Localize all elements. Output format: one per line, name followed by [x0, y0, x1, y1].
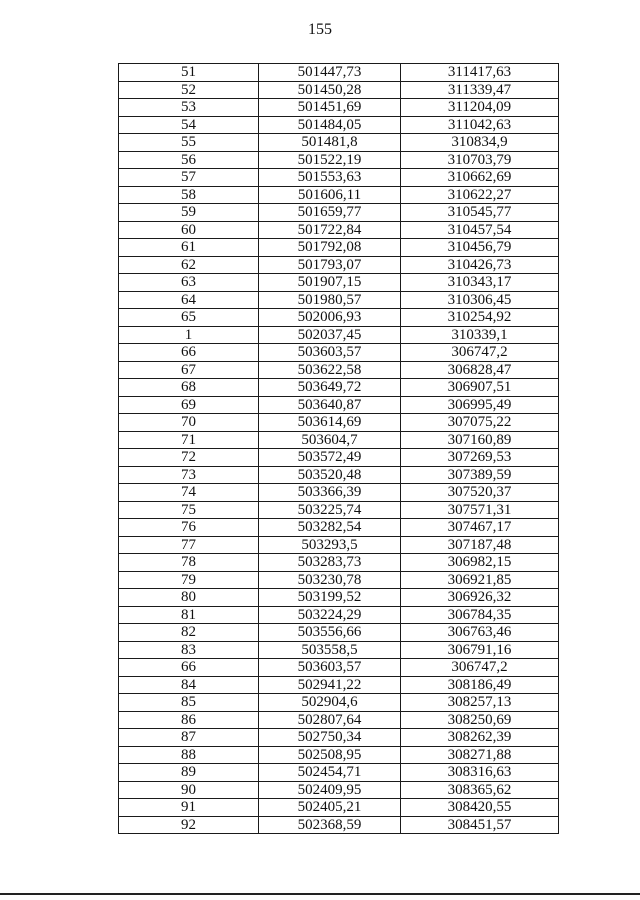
table-row	[119, 519, 559, 537]
point-number-cell: 66	[119, 344, 259, 362]
point-number-cell: 75	[119, 501, 259, 519]
x-coordinate-cell: 503282,54	[259, 519, 401, 537]
x-coordinate-cell: 501907,15	[259, 274, 401, 292]
y-coordinate-cell: 307075,22	[401, 414, 559, 432]
table-row	[119, 326, 559, 344]
y-coordinate-cell: 310545,77	[401, 204, 559, 222]
y-coordinate-cell: 306784,35	[401, 606, 559, 624]
y-coordinate-cell: 310457,54	[401, 221, 559, 239]
y-coordinate-cell: 308186,49	[401, 676, 559, 694]
point-number-cell: 70	[119, 414, 259, 432]
point-number-cell: 60	[119, 221, 259, 239]
table-row	[119, 606, 559, 624]
point-number-cell: 76	[119, 519, 259, 537]
table-row	[119, 396, 559, 414]
table-row	[119, 449, 559, 467]
coordinates-table	[118, 63, 559, 834]
point-number-cell: 1	[119, 326, 259, 344]
point-number-cell: 63	[119, 274, 259, 292]
table-row	[119, 134, 559, 152]
point-number-cell: 81	[119, 606, 259, 624]
table-row	[119, 536, 559, 554]
x-coordinate-cell: 502807,64	[259, 711, 401, 729]
point-number-cell: 54	[119, 116, 259, 134]
y-coordinate-cell: 310306,45	[401, 291, 559, 309]
table-row	[119, 676, 559, 694]
point-number-cell: 56	[119, 151, 259, 169]
table-row	[119, 291, 559, 309]
point-number-cell: 77	[119, 536, 259, 554]
point-number-cell: 62	[119, 256, 259, 274]
point-number-cell: 85	[119, 694, 259, 712]
x-coordinate-cell: 503366,39	[259, 484, 401, 502]
x-coordinate-cell: 502037,45	[259, 326, 401, 344]
point-number-cell: 92	[119, 816, 259, 834]
table-row	[119, 589, 559, 607]
y-coordinate-cell: 307269,53	[401, 449, 559, 467]
point-number-cell: 80	[119, 589, 259, 607]
x-coordinate-cell: 501484,05	[259, 116, 401, 134]
table-row	[119, 344, 559, 362]
y-coordinate-cell: 310703,79	[401, 151, 559, 169]
table-row	[119, 746, 559, 764]
table-row	[119, 571, 559, 589]
x-coordinate-cell: 501553,63	[259, 169, 401, 187]
y-coordinate-cell: 311042,63	[401, 116, 559, 134]
x-coordinate-cell: 503603,57	[259, 659, 401, 677]
y-coordinate-cell: 307571,31	[401, 501, 559, 519]
point-number-cell: 88	[119, 746, 259, 764]
table-row	[119, 116, 559, 134]
x-coordinate-cell: 501793,07	[259, 256, 401, 274]
y-coordinate-cell: 310834,9	[401, 134, 559, 152]
table-row	[119, 484, 559, 502]
y-coordinate-cell: 311417,63	[401, 64, 559, 82]
x-coordinate-cell: 503640,87	[259, 396, 401, 414]
y-coordinate-cell: 307187,48	[401, 536, 559, 554]
point-number-cell: 66	[119, 659, 259, 677]
x-coordinate-cell: 501606,11	[259, 186, 401, 204]
y-coordinate-cell: 311339,47	[401, 81, 559, 99]
table-row	[119, 414, 559, 432]
x-coordinate-cell: 503572,49	[259, 449, 401, 467]
table-row	[119, 729, 559, 747]
y-coordinate-cell: 306995,49	[401, 396, 559, 414]
point-number-cell: 84	[119, 676, 259, 694]
x-coordinate-cell: 502368,59	[259, 816, 401, 834]
point-number-cell: 83	[119, 641, 259, 659]
point-number-cell: 79	[119, 571, 259, 589]
x-coordinate-cell: 501659,77	[259, 204, 401, 222]
x-coordinate-cell: 503558,5	[259, 641, 401, 659]
point-number-cell: 82	[119, 624, 259, 642]
x-coordinate-cell: 503230,78	[259, 571, 401, 589]
y-coordinate-cell: 306747,2	[401, 344, 559, 362]
x-coordinate-cell: 501792,08	[259, 239, 401, 257]
table-row	[119, 641, 559, 659]
table-body	[119, 64, 559, 834]
y-coordinate-cell: 306828,47	[401, 361, 559, 379]
table-row	[119, 799, 559, 817]
point-number-cell: 64	[119, 291, 259, 309]
point-number-cell: 71	[119, 431, 259, 449]
x-coordinate-cell: 502941,22	[259, 676, 401, 694]
y-coordinate-cell: 310254,92	[401, 309, 559, 327]
x-coordinate-cell: 502508,95	[259, 746, 401, 764]
y-coordinate-cell: 308262,39	[401, 729, 559, 747]
x-coordinate-cell: 501447,73	[259, 64, 401, 82]
point-number-cell: 72	[119, 449, 259, 467]
y-coordinate-cell: 308420,55	[401, 799, 559, 817]
x-coordinate-cell: 503520,48	[259, 466, 401, 484]
x-coordinate-cell: 503556,66	[259, 624, 401, 642]
point-number-cell: 87	[119, 729, 259, 747]
point-number-cell: 59	[119, 204, 259, 222]
y-coordinate-cell: 306926,32	[401, 589, 559, 607]
x-coordinate-cell: 502454,71	[259, 764, 401, 782]
y-coordinate-cell: 308365,62	[401, 781, 559, 799]
point-number-cell: 53	[119, 99, 259, 117]
y-coordinate-cell: 306907,51	[401, 379, 559, 397]
table-row	[119, 186, 559, 204]
point-number-cell: 65	[119, 309, 259, 327]
table-row	[119, 151, 559, 169]
table-row	[119, 361, 559, 379]
table-row	[119, 781, 559, 799]
x-coordinate-cell: 503224,29	[259, 606, 401, 624]
y-coordinate-cell: 308451,57	[401, 816, 559, 834]
table-row	[119, 64, 559, 82]
y-coordinate-cell: 311204,09	[401, 99, 559, 117]
table-row	[119, 169, 559, 187]
table-row	[119, 764, 559, 782]
table-row	[119, 239, 559, 257]
page-number: 155	[308, 21, 332, 38]
x-coordinate-cell: 502409,95	[259, 781, 401, 799]
x-coordinate-cell: 501980,57	[259, 291, 401, 309]
point-number-cell: 58	[119, 186, 259, 204]
point-number-cell: 89	[119, 764, 259, 782]
x-coordinate-cell: 502904,6	[259, 694, 401, 712]
y-coordinate-cell: 308316,63	[401, 764, 559, 782]
point-number-cell: 78	[119, 554, 259, 572]
point-number-cell: 51	[119, 64, 259, 82]
y-coordinate-cell: 310339,1	[401, 326, 559, 344]
y-coordinate-cell: 306763,46	[401, 624, 559, 642]
point-number-cell: 61	[119, 239, 259, 257]
point-number-cell: 74	[119, 484, 259, 502]
table-row	[119, 99, 559, 117]
x-coordinate-cell: 502006,93	[259, 309, 401, 327]
y-coordinate-cell: 307467,17	[401, 519, 559, 537]
table-row	[119, 204, 559, 222]
y-coordinate-cell: 307520,37	[401, 484, 559, 502]
x-coordinate-cell: 501451,69	[259, 99, 401, 117]
x-coordinate-cell: 503225,74	[259, 501, 401, 519]
x-coordinate-cell: 503199,52	[259, 589, 401, 607]
point-number-cell: 55	[119, 134, 259, 152]
table-row	[119, 816, 559, 834]
y-coordinate-cell: 306791,16	[401, 641, 559, 659]
y-coordinate-cell: 306982,15	[401, 554, 559, 572]
x-coordinate-cell: 501450,28	[259, 81, 401, 99]
y-coordinate-cell: 307160,89	[401, 431, 559, 449]
table-row	[119, 711, 559, 729]
point-number-cell: 90	[119, 781, 259, 799]
table-row	[119, 221, 559, 239]
x-coordinate-cell: 501522,19	[259, 151, 401, 169]
x-coordinate-cell: 502405,21	[259, 799, 401, 817]
x-coordinate-cell: 503603,57	[259, 344, 401, 362]
y-coordinate-cell: 308257,13	[401, 694, 559, 712]
table-row	[119, 431, 559, 449]
x-coordinate-cell: 502750,34	[259, 729, 401, 747]
x-coordinate-cell: 503649,72	[259, 379, 401, 397]
point-number-cell: 68	[119, 379, 259, 397]
y-coordinate-cell: 307389,59	[401, 466, 559, 484]
table-row	[119, 274, 559, 292]
table-row	[119, 379, 559, 397]
y-coordinate-cell: 310662,69	[401, 169, 559, 187]
x-coordinate-cell: 501481,8	[259, 134, 401, 152]
point-number-cell: 69	[119, 396, 259, 414]
point-number-cell: 91	[119, 799, 259, 817]
point-number-cell: 73	[119, 466, 259, 484]
y-coordinate-cell: 306921,85	[401, 571, 559, 589]
y-coordinate-cell: 310343,17	[401, 274, 559, 292]
bottom-rule	[0, 893, 640, 895]
y-coordinate-cell: 308250,69	[401, 711, 559, 729]
table-row	[119, 309, 559, 327]
x-coordinate-cell: 503293,5	[259, 536, 401, 554]
x-coordinate-cell: 503604,7	[259, 431, 401, 449]
y-coordinate-cell: 310622,27	[401, 186, 559, 204]
y-coordinate-cell: 310426,73	[401, 256, 559, 274]
point-number-cell: 67	[119, 361, 259, 379]
table-row	[119, 554, 559, 572]
x-coordinate-cell: 503283,73	[259, 554, 401, 572]
table-row	[119, 466, 559, 484]
table-row	[119, 501, 559, 519]
table-row	[119, 659, 559, 677]
table-row	[119, 81, 559, 99]
point-number-cell: 86	[119, 711, 259, 729]
y-coordinate-cell: 306747,2	[401, 659, 559, 677]
table-row	[119, 694, 559, 712]
x-coordinate-cell: 503622,58	[259, 361, 401, 379]
y-coordinate-cell: 310456,79	[401, 239, 559, 257]
point-number-cell: 52	[119, 81, 259, 99]
table-row	[119, 624, 559, 642]
y-coordinate-cell: 308271,88	[401, 746, 559, 764]
point-number-cell: 57	[119, 169, 259, 187]
table-row	[119, 256, 559, 274]
x-coordinate-cell: 503614,69	[259, 414, 401, 432]
x-coordinate-cell: 501722,84	[259, 221, 401, 239]
